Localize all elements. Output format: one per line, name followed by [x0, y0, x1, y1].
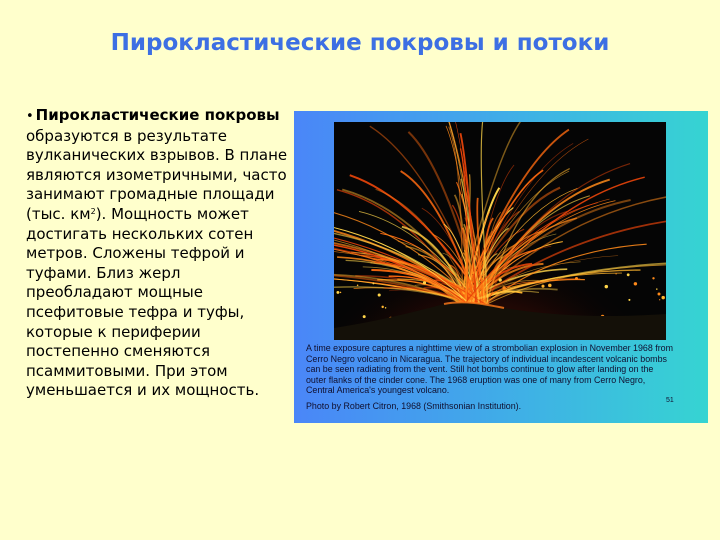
body-text-part1: образуются в результате вулканических взрывов. В плане являются изометричными, часто занимают громадные площади (тыс. км [26, 126, 288, 223]
glowing-bomb [340, 292, 342, 294]
glowing-bomb [659, 299, 660, 300]
bullet-marker: • [26, 109, 34, 124]
bold-term: Пирокластические покровы [35, 106, 280, 124]
glowing-bomb [652, 277, 654, 279]
glowing-bomb [381, 306, 383, 308]
glowing-bomb [661, 296, 664, 299]
page-number: 51 [666, 397, 674, 404]
glowing-bomb [336, 291, 339, 294]
slide-body-text [26, 106, 288, 401]
volcano-figure [294, 111, 708, 423]
glowing-bomb [656, 288, 657, 289]
photo-caption: A time exposure captures a nighttime view of a strombolian explosion in November 1968 from Cerro Negro volcano in Nicaragua. The trajectory of individual incandescent volcanic bombs can be seen radiating from the vent. Still hot bombs continue to glow after landing on the outer flanks of the cinder cone. The 1968 eruption was one of many from Cerro Negro, Central America's youngest volcano. [306, 343, 674, 396]
body-text-part2: ). Мощность может достигать нескольких сотен метров. Сложены тефрой и туфами. Близ жерл преобладают мощные псефитовые тефра и туфы, которые к периферии постепенно сменяются псаммитовыми. При этом уменьшается и их мощность. [26, 204, 260, 400]
glowing-bomb [658, 293, 661, 296]
glowing-bomb [575, 277, 578, 280]
glowing-bomb [615, 273, 616, 274]
glowing-bomb [493, 272, 495, 274]
glowing-bomb [357, 285, 359, 287]
glowing-bomb [378, 293, 381, 296]
glowing-bomb [627, 273, 630, 276]
glowing-bomb [634, 282, 637, 285]
glowing-bomb [363, 315, 366, 318]
photo-credit: Photo by Robert Citron, 1968 (Smithsonian Institution). [306, 401, 522, 411]
superscript: 2 [90, 206, 96, 216]
glowing-bomb [605, 285, 608, 288]
glowing-bomb [385, 307, 386, 308]
glowing-bomb [472, 271, 475, 274]
eruption-illustration [334, 122, 666, 340]
glowing-bomb [423, 281, 426, 284]
glowing-bomb [548, 284, 552, 288]
glowing-bomb [502, 286, 505, 289]
volcano-eruption-photo [334, 122, 666, 340]
glowing-bomb [499, 278, 502, 281]
glowing-bomb [628, 299, 630, 301]
glowing-bomb [541, 285, 544, 288]
glowing-bomb [431, 284, 432, 285]
glowing-bomb [372, 282, 374, 284]
slide-title: Пирокластические покровы и потоки [110, 30, 610, 56]
